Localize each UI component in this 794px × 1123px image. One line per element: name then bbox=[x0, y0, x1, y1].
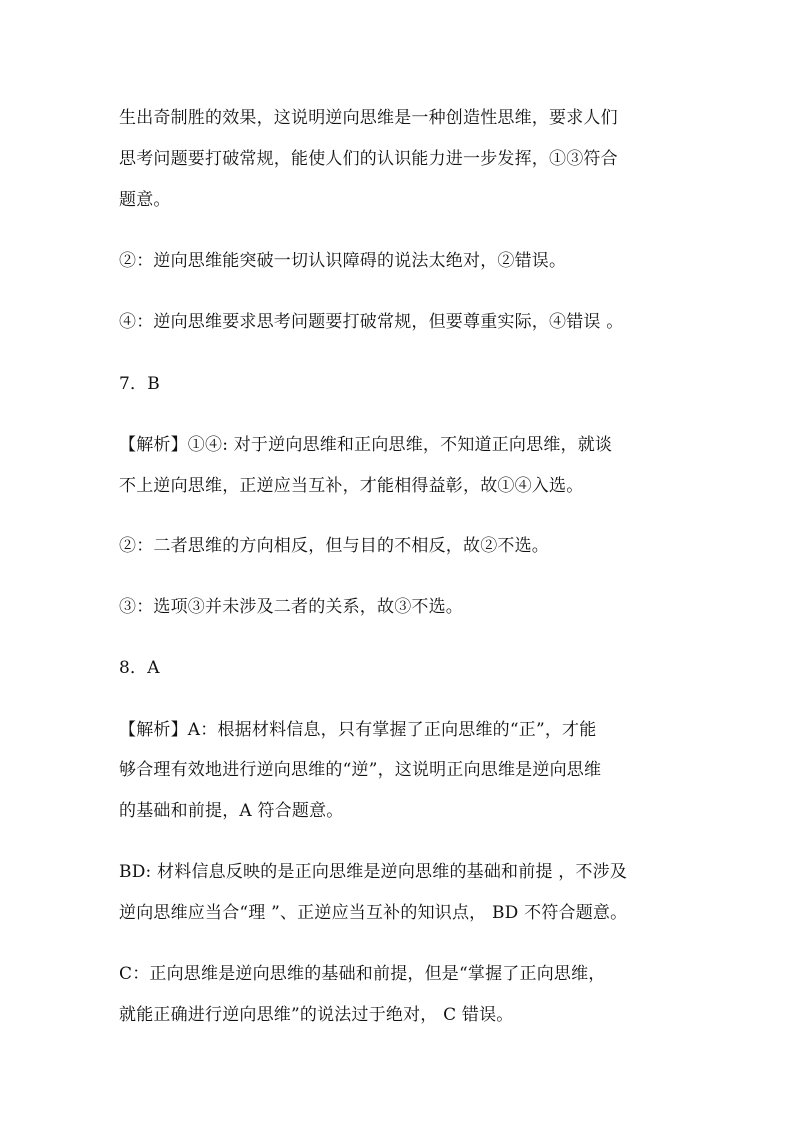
text-line: 逆向思维应当合“理 ”、正逆应当互补的知识点， BD 不符合题意。 bbox=[119, 903, 628, 923]
text-line: 【解析】A：根据材料信息，只有掌握了正向思维的“正”，才能 bbox=[119, 720, 597, 740]
text-line: 就能正确进行逆向思维”的说法过于绝对， C 错误。 bbox=[119, 1005, 514, 1025]
text-line: C：正向思维是逆向思维的基础和前提，但是“掌握了正向思维， bbox=[119, 964, 606, 984]
text-line: 思考问题要打破常规，能使人们的认识能力进一步发挥，①③符合 bbox=[119, 149, 618, 169]
question-number: 8．A bbox=[119, 658, 160, 678]
text-line: ②：二者思维的方向相反，但与目的不相反，故②不选。 bbox=[119, 536, 549, 556]
text-line: ②：逆向思维能突破一切认识障碍的说法太绝对，②错误。 bbox=[119, 251, 567, 271]
text-line: 够合理有效地进行逆向思维的“逆”，这说明正向思维是逆向思维 bbox=[119, 760, 602, 780]
text-line: 题意。 bbox=[119, 190, 171, 210]
text-line: 【解析】①④: 对于逆向思维和正向思维，不知道正向思维，就谈 bbox=[119, 435, 613, 455]
text-line: ④：逆向思维要求思考问题要打破常规，但要尊重实际，④错误 。 bbox=[119, 312, 624, 332]
text-line: 生出奇制胜的效果，这说明逆向思维是一种创造性思维，要求人们 bbox=[119, 108, 618, 128]
text-line: ③：选项③并未涉及二者的关系，故③不选。 bbox=[119, 597, 463, 617]
text-line: 的基础和前提，A 符合题意。 bbox=[119, 801, 344, 821]
text-line: 不上逆向思维，正逆应当互补，才能相得益彰，故①④入选。 bbox=[119, 476, 584, 496]
question-number: 7．B bbox=[119, 374, 160, 394]
text-line: BD: 材料信息反映的是正向思维是逆向思维的基础和前提 ，不涉及 bbox=[119, 862, 628, 882]
